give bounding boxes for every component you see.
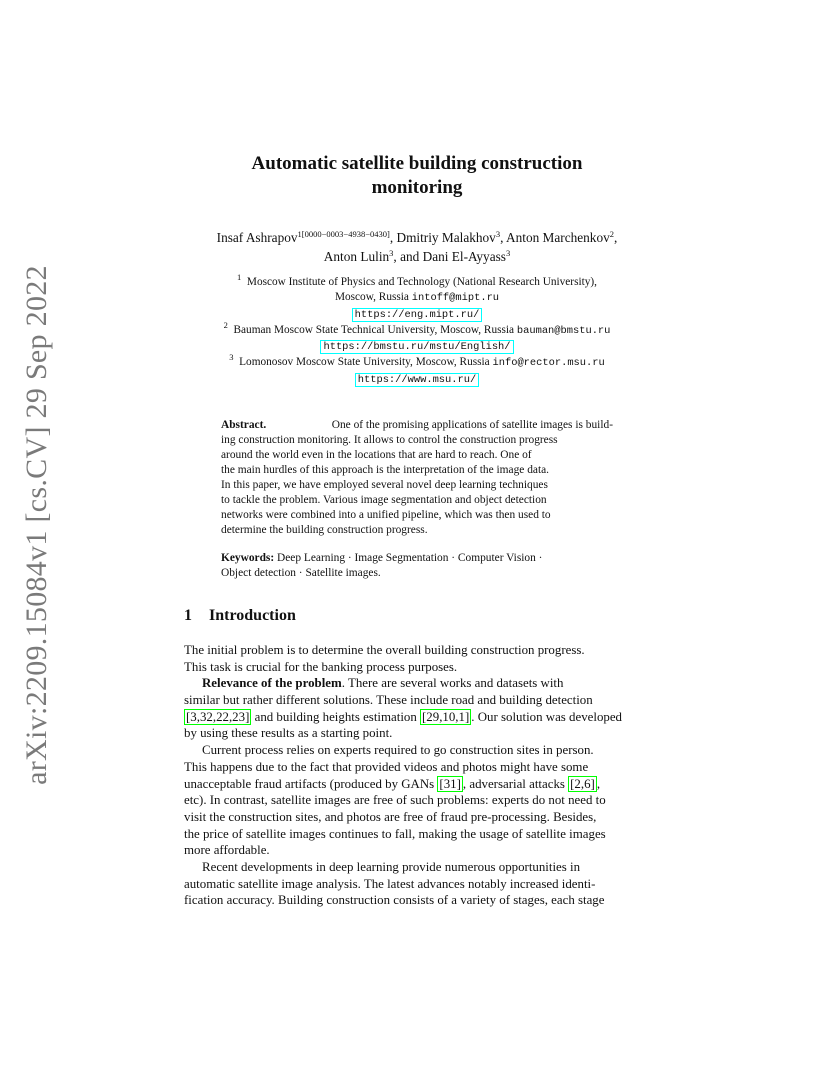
author-3-comma: , xyxy=(614,230,618,245)
body-line-5-mid: and building heights estimation xyxy=(251,709,421,724)
body-line: by using these results as a starting point. xyxy=(184,726,393,741)
affiliation-3-line-1 xyxy=(160,352,674,371)
affiliation-1-num: 1 xyxy=(237,272,242,282)
author-1: Insaf Ashrapov xyxy=(216,230,298,245)
abstract-line: networks were combined into a unified pipeline, which was then used to xyxy=(221,509,551,521)
abstract-line: the main hurdles of this approach is the interpretation of the image data. xyxy=(221,464,550,476)
affiliation-1-line-1 xyxy=(160,272,674,290)
body-line-9-pre: unacceptable fraud artifacts (produced by GANs xyxy=(184,776,438,791)
citation-link[interactable]: [31] xyxy=(439,776,461,791)
affiliation-3-line-2 xyxy=(160,372,674,388)
body-line xyxy=(184,675,650,692)
body-line xyxy=(184,709,650,726)
author-5: , and Dani El-Ayyass xyxy=(393,249,506,264)
body-line: etc). In contrast, satellite images are free of such problems: experts do not need to xyxy=(184,793,606,808)
author-list xyxy=(150,228,684,266)
body-line: The initial problem is to determine the overall building construction progress. xyxy=(184,643,585,657)
author-2: , Dmitriy Malakhov xyxy=(389,230,496,245)
body-text xyxy=(184,642,650,909)
author-line-2 xyxy=(150,247,684,266)
affiliation-1-url[interactable]: https://eng.mipt.ru/ xyxy=(352,308,483,322)
author-5-sup: 3 xyxy=(505,248,511,258)
abstract-label: Abstract. xyxy=(221,419,267,431)
relevance-heading: Relevance of the problem xyxy=(202,676,342,691)
abstract-line: ing construction monitoring. It allows to control the construction progress xyxy=(221,434,558,446)
paper-title xyxy=(160,152,674,200)
affiliation-2-url[interactable]: https://bmstu.ru/mstu/English/ xyxy=(320,340,513,354)
affiliation-3-email[interactable]: info@rector.msu.ru xyxy=(492,357,605,370)
affiliation-3-url[interactable]: https://www.msu.ru/ xyxy=(355,373,479,387)
author-3: , Anton Marchenkov xyxy=(500,230,610,245)
affiliation-1-line-3 xyxy=(160,307,674,323)
title-line-2: monitoring xyxy=(371,177,463,198)
author-4: Anton Lulin xyxy=(323,249,390,264)
section-heading xyxy=(184,607,296,625)
citation-link[interactable]: [2,6] xyxy=(570,776,595,791)
keywords-line-2: Object detection · Satellite images. xyxy=(221,567,381,579)
affiliation-3-num: 3 xyxy=(229,352,234,363)
affiliations xyxy=(160,272,674,388)
section-title: Introduction xyxy=(209,607,296,624)
abstract-line: In this paper, we have employed several novel deep learning techniques xyxy=(221,479,548,491)
arxiv-stamp-text: arXiv:2209.15084v1 [cs.CV] 29 Sep 2022 xyxy=(20,265,53,785)
body-line-5-end: . Our solution was developed xyxy=(471,709,623,724)
abstract-line: around the world even in the locations that are hard to reach. One of xyxy=(221,449,532,461)
author-1-sup: 1[0000−0003−4938−0430] xyxy=(297,229,390,239)
affiliation-3-name: Lomonosov Moscow State University, Moscow, Russia xyxy=(239,356,490,369)
body-line-3-rest: . There are several works and datasets with xyxy=(341,676,564,691)
abstract xyxy=(221,418,613,538)
author-4-sup: 3 xyxy=(389,248,394,258)
author-line-1 xyxy=(150,228,684,247)
keywords xyxy=(221,551,613,581)
abstract-line xyxy=(221,418,613,433)
citation-link[interactable]: [3,32,22,23] xyxy=(186,709,250,724)
title-line-1: Automatic satellite building construction xyxy=(251,153,583,174)
affiliation-2-email[interactable]: bauman@bmstu.ru xyxy=(516,324,611,337)
affiliation-2-line-1 xyxy=(160,319,674,339)
arxiv-stamp xyxy=(20,265,54,785)
affiliation-2-line-2 xyxy=(160,339,674,355)
abstract-text: One of the promising applications of satellite images is build- xyxy=(331,419,613,431)
keywords-label: Keywords: xyxy=(221,552,275,564)
body-line: This happens due to the fact that provided videos and photos might have some xyxy=(184,759,589,774)
body-line: the price of satellite images continues to fall, making the usage of satellite images xyxy=(184,826,606,841)
keywords-line-1 xyxy=(221,551,613,566)
body-line xyxy=(184,776,650,793)
author-2-sup: 3 xyxy=(495,229,501,239)
body-line: This task is crucial for the banking process purposes. xyxy=(184,659,458,674)
abstract-line: to tackle the problem. Various image segmentation and object detection xyxy=(221,494,547,506)
section-number: 1 xyxy=(184,607,192,624)
body-line: visit the construction sites, and photos are free of fraud pre-processing. Besides, xyxy=(184,809,597,824)
body-line: Recent developments in deep learning provide numerous opportunities in xyxy=(202,859,581,874)
body-line: similar but rather different solutions. These include road and building detection xyxy=(184,693,593,708)
body-line: Current process relies on experts required to go construction sites in person. xyxy=(202,743,594,758)
body-line: fication accuracy. Building construction consists of a variety of stages, each stage xyxy=(184,893,605,908)
body-line: automatic satellite image analysis. The latest advances notably increased identi- xyxy=(184,876,596,891)
author-3-sup: 2 xyxy=(609,229,615,239)
abstract-line: determine the building construction progress. xyxy=(221,524,428,536)
body-line-9-mid: , adversarial attacks xyxy=(462,776,569,791)
affiliation-1-email[interactable]: intoff@mipt.ru xyxy=(411,292,500,305)
keywords-text-1: Deep Learning · Image Segmentation · Computer Vision · xyxy=(277,552,543,564)
affiliation-2-num: 2 xyxy=(223,319,228,330)
affiliation-1-line-2 xyxy=(160,290,674,306)
body-line: more affordable. xyxy=(184,843,270,858)
affiliation-2-name: Bauman Moscow State Technical University, Moscow, Russia xyxy=(233,323,515,336)
citation-link[interactable]: [29,10,1] xyxy=(422,709,470,724)
affiliation-1-name: Moscow Institute of Physics and Technology (National Research University), xyxy=(246,276,597,288)
affiliation-1-city: Moscow, Russia xyxy=(334,291,409,304)
body-line-9-end: , xyxy=(596,776,601,791)
